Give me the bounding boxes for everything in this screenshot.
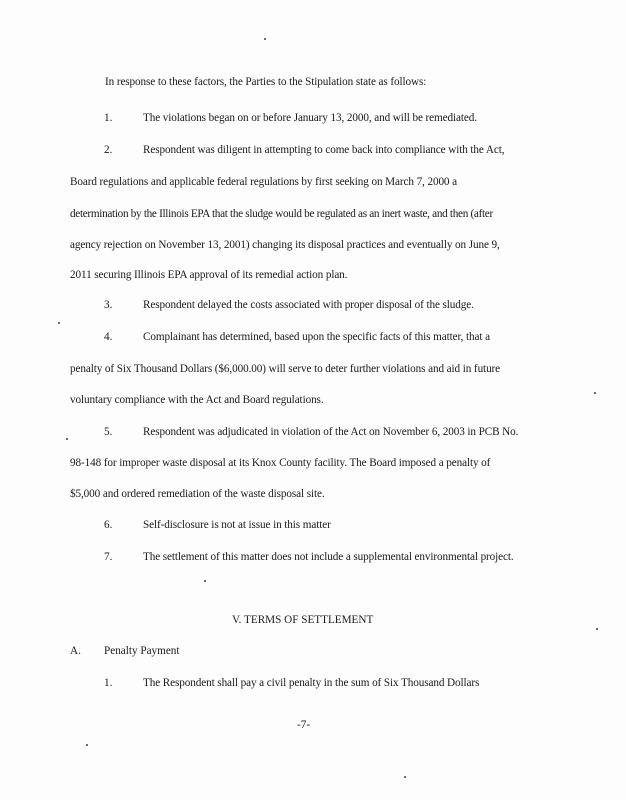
item-7-number: 7. [104, 551, 113, 563]
item-4-number: 4. [104, 331, 113, 343]
scan-speck [58, 322, 60, 324]
section-title: V. TERMS OF SETTLEMENT [232, 614, 374, 626]
scan-speck [596, 628, 598, 630]
final-item-text: The Respondent shall pay a civil penalty in the sum of Six Thousand Dollars [143, 677, 480, 689]
item-6-number: 6. [104, 519, 113, 531]
item-1-number: 1. [104, 112, 113, 124]
item-1-line-1: The violations began on or before January 13, 2000, and will be remediated. [143, 112, 477, 124]
item-5-line-3: $5,000 and ordered remediation of the waste disposal site. [70, 488, 325, 500]
item-4-line-1: Complainant has determined, based upon the specific facts of this matter, that a [143, 331, 490, 343]
item-5-line-1: Respondent was adjudicated in violation of the Act on November 6, 2003 in PCB No. [143, 426, 519, 438]
scan-speck [404, 776, 406, 778]
scan-speck [264, 38, 266, 40]
scan-speck [86, 744, 88, 746]
item-4-line-2: penalty of Six Thousand Dollars ($6,000.00) will serve to deter further violations and aid in future [70, 363, 501, 375]
page-number: -7- [297, 719, 311, 731]
item-3-number: 3. [104, 299, 113, 311]
item-2-line-2: Board regulations and applicable federal regulations by first seeking on March 7, 2000 a [70, 176, 457, 188]
item-2-number: 2. [104, 144, 113, 156]
subsection-title: Penalty Payment [104, 645, 180, 657]
scan-speck [204, 580, 206, 582]
intro-text: In response to these factors, the Parties to the Stipulation state as follows: [105, 76, 427, 88]
final-item-number: 1. [104, 677, 113, 689]
item-5-number: 5. [104, 426, 113, 438]
item-3-line-1: Respondent delayed the costs associated with proper disposal of the sludge. [143, 299, 474, 311]
item-2-line-1: Respondent was diligent in attempting to come back into compliance with the Act, [143, 144, 505, 156]
item-7-line-1: The settlement of this matter does not include a supplemental environmental project. [143, 551, 514, 563]
item-6-line-1: Self-disclosure is not at issue in this matter [143, 519, 331, 531]
scan-speck [66, 438, 68, 440]
scan-speck [594, 392, 596, 394]
item-5-line-2: 98-148 for improper waste disposal at its Knox County facility. The Board imposed a penalty of [70, 457, 491, 469]
item-2-line-3: determination by the Illinois EPA that the sludge would be regulated as an inert waste, and then (after [70, 208, 493, 220]
subsection-letter: A. [70, 645, 81, 657]
item-4-line-3: voluntary compliance with the Act and Board regulations. [70, 394, 324, 406]
item-2-line-4: agency rejection on November 13, 2001) changing its disposal practices and eventually on June 9, [70, 239, 500, 251]
item-2-line-5: 2011 securing Illinois EPA approval of its remedial action plan. [70, 269, 348, 281]
